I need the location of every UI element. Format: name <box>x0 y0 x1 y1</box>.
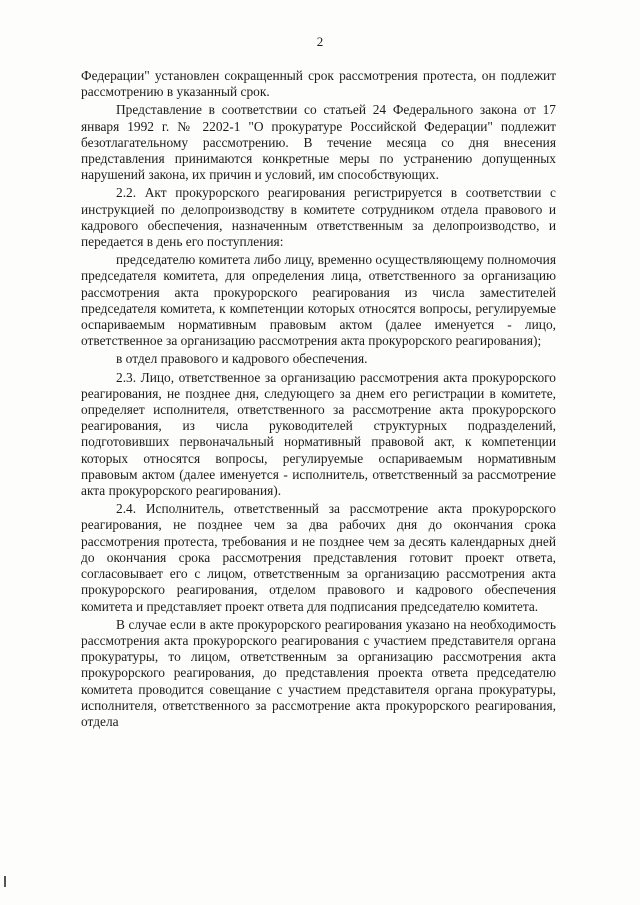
paragraph-2-3: 2.3. Лицо, ответственное за организацию рассмотрения акта прокурорского реагирования, не позднее дня, следующего за днем его регистрации в комитете, определяет исполнителя, ответственного за рассмотрение акта прокурорского реагирования, из числа руководителей структурных подразделений, подготовивших первоначальный нормативный правовой акт, к компетенции которых относятся вопросы, регулируемые оспариваемым нормативным правовым актом (далее именуется - исполнитель, ответственный за рассмотрение акта прокурорского реагирования). <box>81 369 556 499</box>
paragraph-meeting: В случае если в акте прокурорского реагирования указано на необходимость рассмотрения акта прокурорского реагирования с участием представителя органа прокуратуры, то лицом, ответственным за организацию рассмотрения акта прокурорского реагирования, до представления проекта ответа председателю комитета проводится совещание с участием представителя органа прокуратуры, исполнителя, ответственного за рассмотрение акта прокурорского реагирования, отдела <box>81 616 556 729</box>
document-body <box>81 68 556 730</box>
paragraph-2-2: 2.2. Акт прокурорского реагирования регистрируется в соответствии с инструкцией по делопроизводству в комитете сотрудником отдела правового и кадрового обеспечения, назначенным ответственным за делопроизводство, и передается в день его поступления: <box>81 185 556 250</box>
paragraph-continuation: Федерации" установлен сокращенный срок рассмотрения протеста, он подлежит рассмотрению в указанный срок. <box>81 68 556 100</box>
paragraph-2-4: 2.4. Исполнитель, ответственный за рассмотрение акта прокурорского реагирования, не позднее чем за два рабочих дня до окончания срока рассмотрения протеста, требования и не позднее чем за десять календарных дней до окончания срока рассмотрения представления готовит проект ответа, согласовывает его с лицом, ответственным за организацию рассмотрения акта прокурорского реагирования, отделом правового и кадрового обеспечения комитета и представляет проект ответа для подписания председателю комитета. <box>81 501 556 614</box>
paragraph-representation: Представление в соответствии со статьей 24 Федерального закона от 17 января 1992 г. № 2202-1 "О прокуратуре Российской Федерации" подлежит безотлагательному рассмотрению. В течение месяца со дня внесения представления принимаются конкретные меры по устранению допущенных нарушений закона, их причин и условий, им способствующих. <box>81 102 556 183</box>
paragraph-legal-department: в отдел правового и кадрового обеспечения. <box>116 351 368 367</box>
page-number: 2 <box>316 34 324 49</box>
paragraph-chairman: председателю комитета либо лицу, временно осуществляющему полномочия председателя комитета, для определения лица, ответственного за организацию рассмотрения акта прокурорского реагирования из числа заместителей председателя комитета, к компетенции которых относятся вопросы, регулируемые оспариваемым нормативным правовым актом (далее именуется - лицо, ответственное за организацию рассмотрения акта прокурорского реагирования); <box>81 252 556 349</box>
scan-margin-mark <box>4 876 6 887</box>
